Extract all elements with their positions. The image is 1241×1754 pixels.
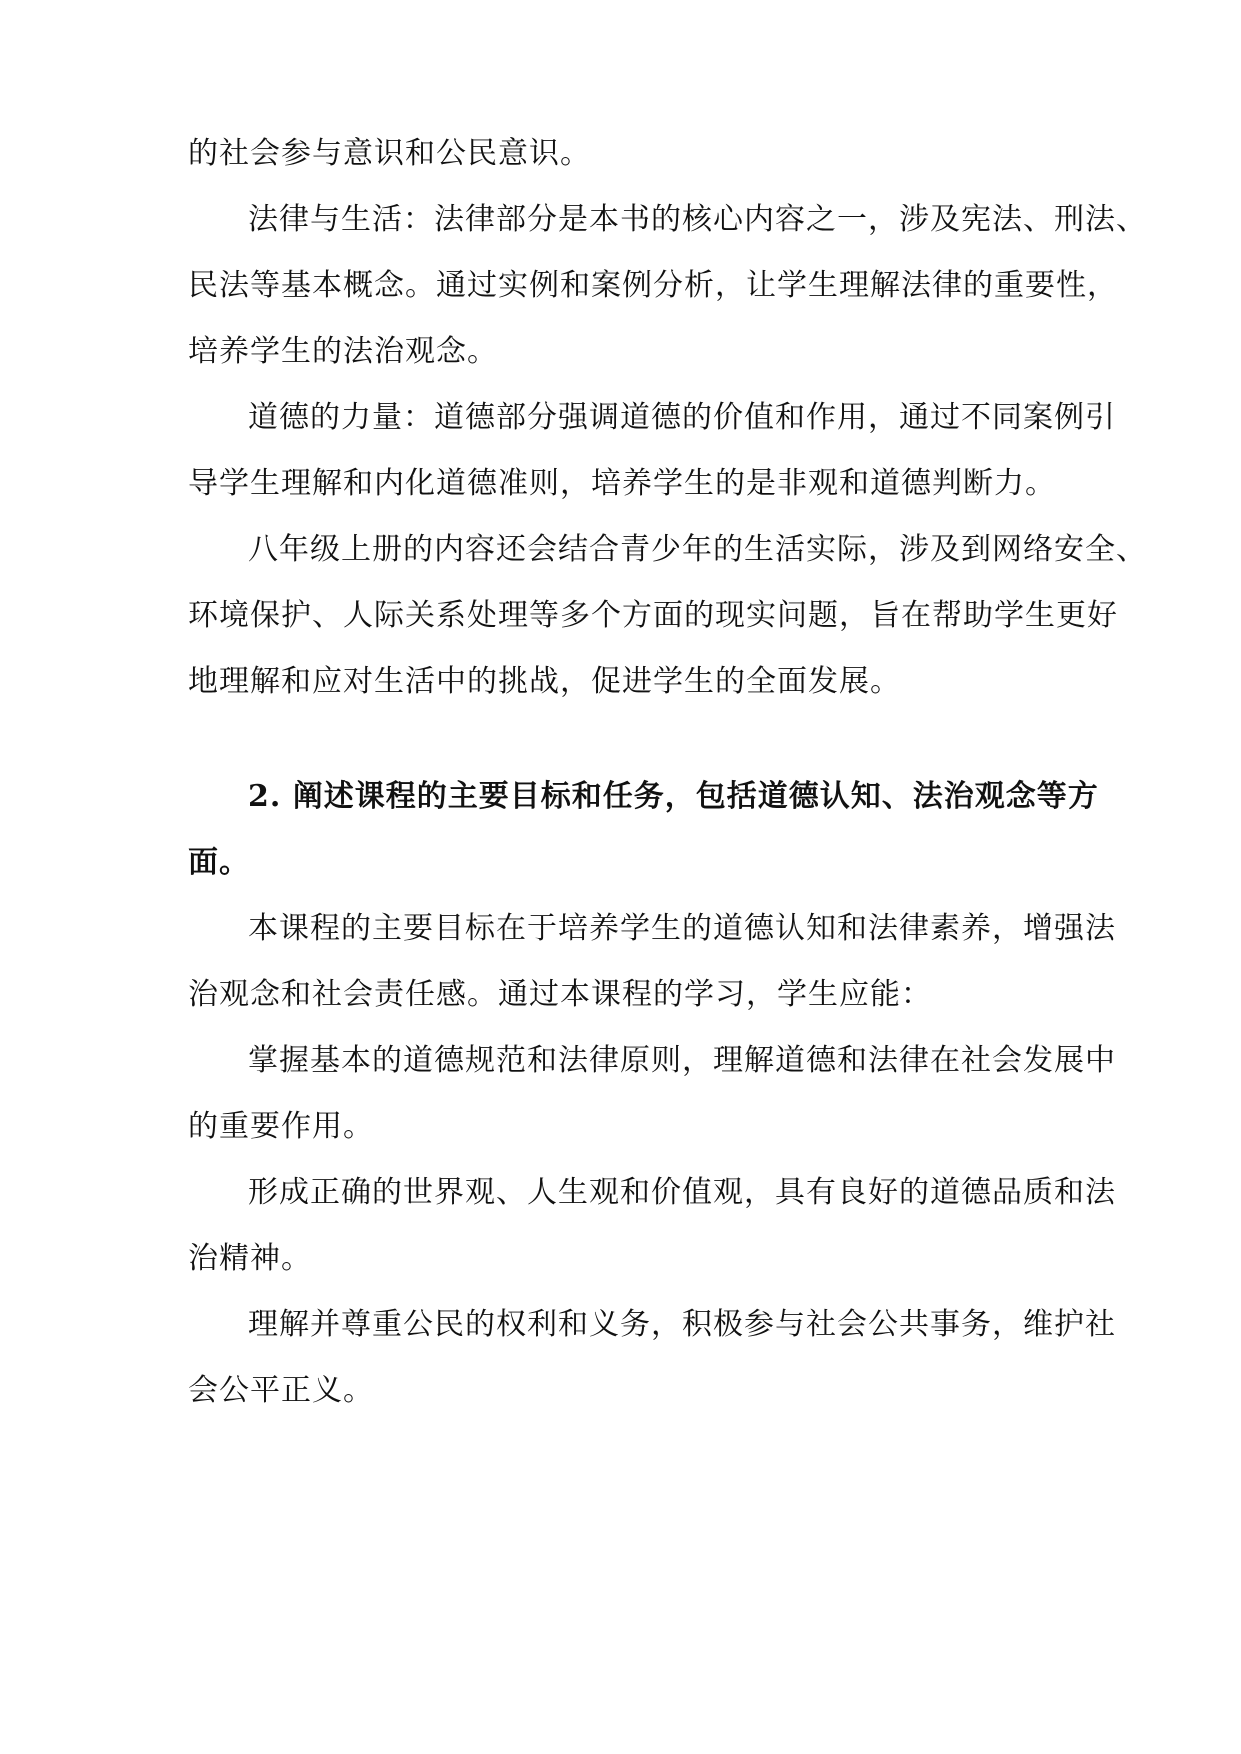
paragraph-line: 导学生理解和内化道德准则，培养学生的是非观和道德判断力。 — [188, 466, 1056, 501]
paragraph-line: 理解并尊重公民的权利和义务，积极参与社会公共事务，维护社 — [248, 1307, 1116, 1342]
paragraph-line: 八年级上册的内容还会结合青少年的生活实际，涉及到网络安全、 — [248, 532, 1147, 567]
paragraph-line: 地理解和应对生活中的挑战，促进学生的全面发展。 — [188, 664, 901, 699]
paragraph-line: 的社会参与意识和公民意识。 — [188, 136, 591, 171]
paragraph-line: 民法等基本概念。通过实例和案例分析，让学生理解法律的重要性， — [188, 268, 1118, 303]
paragraph-line: 法律与生活：法律部分是本书的核心内容之一，涉及宪法、刑法、 — [248, 202, 1147, 237]
paragraph-line: 形成正确的世界观、人生观和价值观，具有良好的道德品质和法 — [248, 1175, 1116, 1210]
paragraph-line: 本课程的主要目标在于培养学生的道德认知和法律素养，增强法 — [248, 911, 1116, 946]
paragraph-line: 道德的力量：道德部分强调道德的价值和作用，通过不同案例引 — [248, 400, 1116, 435]
paragraph-line: 会公平正义。 — [188, 1373, 374, 1408]
paragraph-line: 掌握基本的道德规范和法律原则，理解道德和法律在社会发展中 — [248, 1043, 1116, 1078]
paragraph-line: 培养学生的法治观念。 — [188, 334, 498, 369]
paragraph-line: 治观念和社会责任感。通过本课程的学习，学生应能： — [188, 977, 932, 1012]
paragraph-line: 的重要作用。 — [188, 1109, 374, 1144]
paragraph-line: 环境保护、人际关系处理等多个方面的现实问题，旨在帮助学生更好 — [188, 598, 1118, 633]
section-heading: 面。 — [188, 845, 250, 880]
paragraph-line: 治精神。 — [188, 1241, 312, 1276]
section-heading: 2. 阐述课程的主要目标和任务，包括道德认知、法治观念等方 — [248, 779, 1099, 814]
